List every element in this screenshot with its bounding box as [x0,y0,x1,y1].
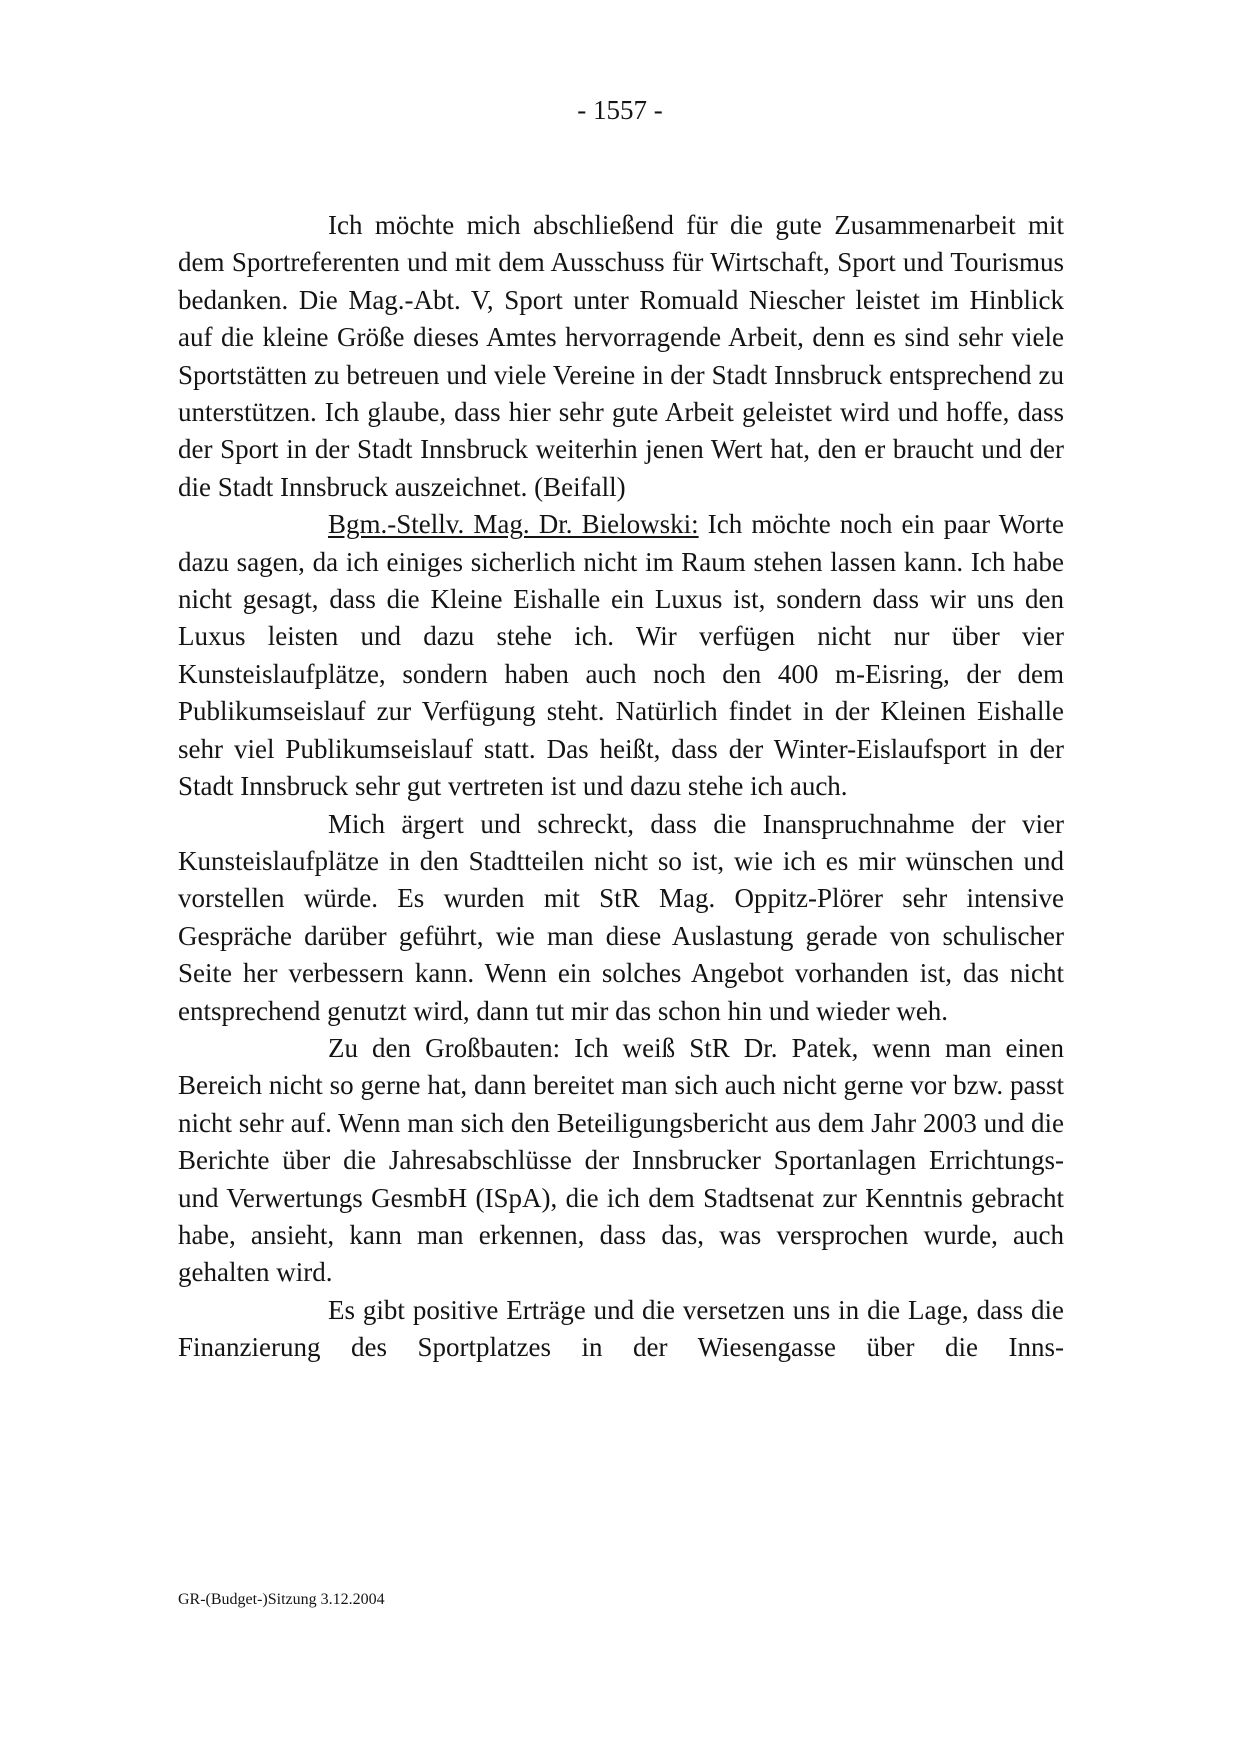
paragraph-text: Ich möchte mich abschließend für die gute Zusammenarbeit mit dem Sportreferenten und mit dem Ausschuss für Wirtschaft, Sport und Tourismus bedanken. Die Mag.-Abt. V, Sport unter Romuald Niescher leistet im Hinblick auf die kleine Größe dieses Amtes hervorragende Arbeit, denn es sind sehr viele Sportstätten zu betreuen und viele Vereine in der Stadt Innsbruck entsprechend zu unterstützen. Ich glaube, dass hier sehr gute Arbeit geleistet wird und hoffe, dass der Sport in der Stadt Innsbruck weiterhin jenen Wert hat, den er braucht und der die Stadt Innsbruck auszeichnet. (Beifall) [178,210,1064,502]
paragraph-text: Zu den Großbauten: Ich weiß StR Dr. Patek, wenn man einen Bereich nicht so gerne hat, dann bereitet man sich auch nicht gerne vor bzw. passt nicht sehr auf. Wenn man sich den Beteiligungsbericht aus dem Jahr 2003 und die Berichte über die Jahresabschlüsse der Innsbrucker Sportanlagen Errichtungs- und Verwertungs GesmbH (ISpA), die ich dem Stadtsenat zur Kenntnis gebracht habe, ansieht, kann man erkennen, dass das, was versprochen wurde, auch gehalten wird. [178,1032,1064,1288]
speaker-name: Bgm.-Stellv. Mag. Dr. Bielowski: [328,509,699,540]
paragraph-text: Es gibt positive Erträge und die versetzen uns in die Lage, dass die Finanzierung des Sportplatzes in der Wiesengasse über die Inns- [178,1294,1064,1363]
paragraph-eislaufplaetze [178,806,1064,1030]
paragraph-text: Ich möchte noch ein paar Worte dazu sagen, da ich einiges sicherlich nicht im Raum stehen lassen kann. Ich habe nicht gesagt, dass die Kleine Eishalle ein Luxus ist, sondern dass wir uns den Luxus leisten und dazu stehe ich. Wir verfügen nicht nur über vier Kunsteislaufplätze, sondern haben auch noch den 400 m-Eisring, der dem Publikumseislauf zur Verfügung steht. Natürlich findet in der Kleinen Eishalle sehr viel Publikumseislauf statt. Das heißt, dass der Winter-Eislaufsport in der Stadt Innsbruck sehr gut vertreten ist und dazu stehe ich auch. [178,509,1065,802]
paragraph-text: Mich ärgert und schreckt, dass die Inanspruchnahme der vier Kunsteislaufplätze in den Stadtteilen nicht so ist, wie ich es mir wünschen und vorstellen würde. Es wurden mit StR Mag. Oppitz-Plörer sehr intensive Gespräche darüber geführt, wie man diese Auslastung gerade von schulischer Seite her verbessern kann. Wenn ein solches Angebot vorhanden ist, das nicht entsprechend genutzt wird, dann tut mir das schon hin und wieder weh. [178,808,1064,1026]
paragraph-grossbauten [178,1030,1064,1292]
paragraph-speaker-bielowski [178,506,1064,805]
paragraph-thanks [178,207,1064,506]
footer-session: GR-(Budget-)Sitzung 3.12.2004 [178,1591,385,1608]
paragraph-ertraege [178,1292,1064,1367]
document-body [178,207,1064,1367]
page-number: - 1557 - [577,95,663,125]
